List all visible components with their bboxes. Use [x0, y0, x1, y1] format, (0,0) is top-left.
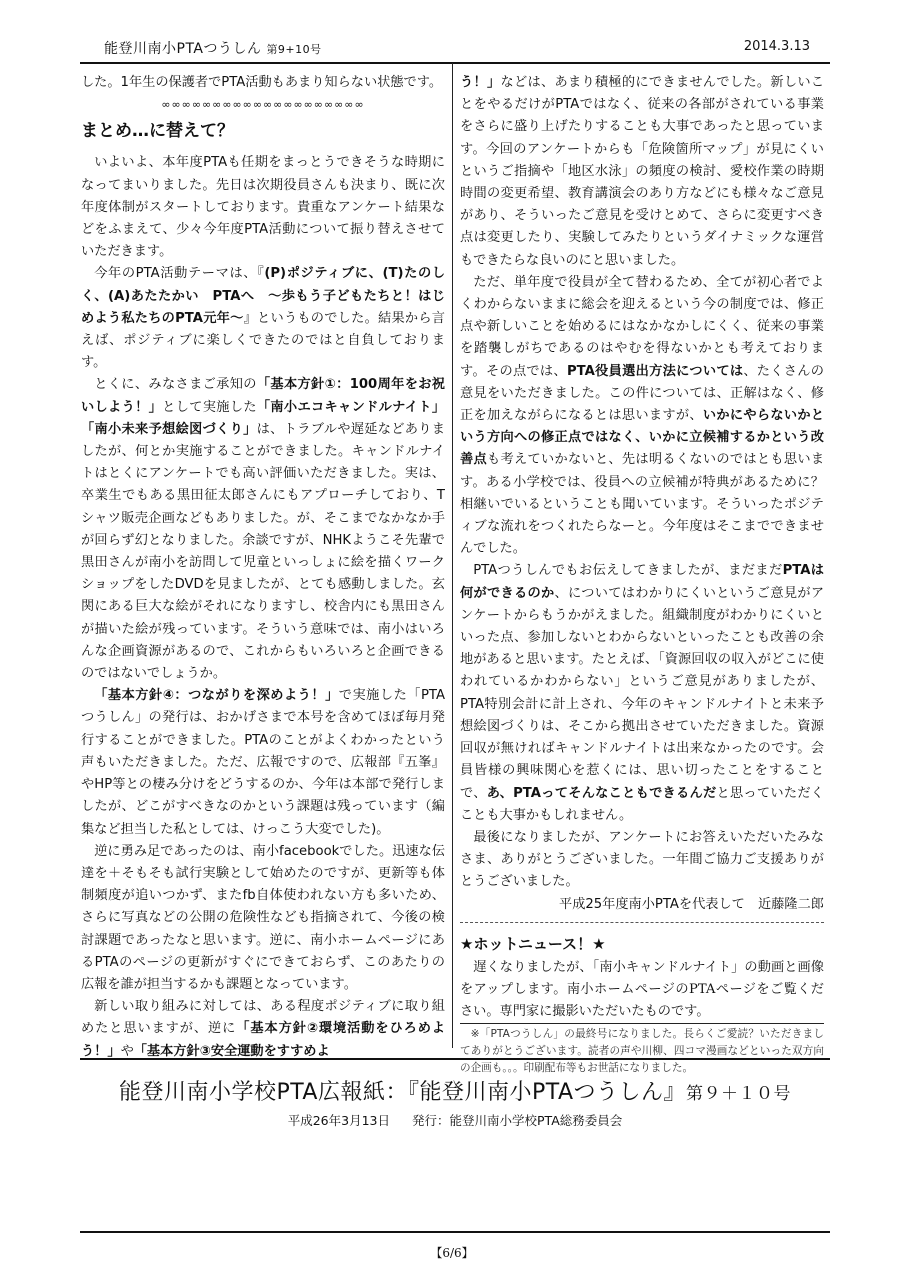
header-rule [80, 62, 830, 64]
policy-1: 「基本方針①：100周年をお祝いしよう！」 [81, 377, 445, 415]
final-issue-note: ※「PTAつうしん」の最終号になりました。長らくご愛読？いただきましてありがとうございます。読者の声や川柳、四コマ漫画などといった双方向の企画も。。。印刷配布等もお世話になりました。 [460, 1023, 824, 1077]
left-paragraph-4: 「基本方針④：つながりを深めよう！」で実施した「PTAつうしん」の発行は、おかげさまで本号を含めてほぼ毎月発行することができました。PTAのことがよくわかったという声もいただきました。ただ、広報ですので、広報部『五峯』やHP等との棲み分けをどうするのか、今年は本部で発行しましたが、どこがすべきなのかという課題は残っています（編集など担当した私としては、けっこう大変でした)。 [81, 688, 445, 837]
right-paragraph-0: う！」などは、あまり積極的にできませんでした。新しいことをやるだけがPTAではなく、従来の各部がされている事業をさらに盛り上げたりすることも大事であったと思っています。今回のアンケートからも「危険箇所マップ」が見にくいというご指摘や「地区水泳」の頻度の検討、愛校作業の時期時間の変更希望、教育講演会のあり方などにも様々なご意見があり、そういったご意見を受けとめて、さらに変更すべき点は変更したり、実験してみたりというダイナミックな運営もできたらな良いのにと思いました。 [460, 75, 825, 268]
footer-title [80, 1075, 830, 1106]
bottom-rule [80, 1231, 830, 1233]
footer-publication-info [80, 1111, 830, 1129]
signature: 平成25年度南小PTAを代表して 近藤隆二郎 [559, 896, 824, 912]
column-divider [452, 63, 453, 1048]
improvement-point: いかにやらないかという方向への修正点ではなく、いかに立候補するかという改善点 [460, 408, 825, 468]
left-paragraph-2: 今年のPTA活動テーマは、『(P)ポジティブに、(T)たのしく、(A)あたたかい PTAへ ～歩もう子どもたちと！はじめよう私たちのPTA元年～』というものでした。結果から言えば、ポジティブに楽しくできたのではと自負しております。 [81, 266, 446, 371]
pta-theme: (P)ポジティブに、(T)たのしく、(A)あたたかい PTAへ ～歩もう子どもたちと！はじめよう私たちのPTA元年～ [81, 266, 446, 326]
left-paragraph-6: 新しい取り組みに対しては、ある程度ポジティブに取り組めたと思いますが、逆に「基本方針②環境活動をひろめよう！」や「基本方針③安全運動をすすめよ [81, 999, 445, 1059]
section-heading: まとめ…に替えて？ [81, 121, 234, 142]
what-pta-can-do: PTAは何ができるのか [460, 563, 824, 601]
policy-4: 「基本方針④：つながりを深めよう！」 [94, 688, 339, 704]
hot-news-body: 遅くなりましたが、「南小キャンドルナイト」の動画と画像をアップします。南小ホームページのPTAページをご覧ください。専門家に撮影いただいたものです。 [460, 959, 824, 1019]
right-paragraph-2: PTAつうしんでもお伝えしてきましたが、まだまだPTAは何ができるのか、についてはわかりにくいというご意見がアンケートからもうかがえました。組織制度がわかりにくいといった点、参加しないとわからないといったことも改善の余地があると思います。たとえば、「資源回収の収入がどこに使われているかわからない」というご意見がありましたが、PTA特別会計に計上され、今年のキャンドルナイトと未来予想絵図づくりは、そこから拠出させていただきました。資源回収が無ければキャンドルナイトは出来なかったのです。会員皆様の興味関心を惹くには、思い切ったことをすることで、あ、PTAってそんなこともできるんだと思っていただくことも大事かもしれません。 [460, 563, 825, 823]
pta-can-do-phrase: あ、PTAってそんなこともできるんだ [486, 785, 717, 801]
header-issue: 第9+10号 [266, 43, 322, 56]
footer-title-text: 能登川南小学校PTA広報紙：『能登川南小PTAつうしん』 [118, 1080, 687, 1105]
officer-selection: PTA役員選出方法については [566, 363, 744, 379]
left-column [81, 72, 445, 1063]
right-column [460, 72, 824, 1077]
dashed-separator [460, 922, 824, 923]
header-title-text: 能登川南小PTAつうしん [104, 41, 262, 57]
right-paragraph-3: 最後になりましたが、アンケートにお答えいただいたみなさま、ありがとうございました。一年間ご協力ご支援ありがとうございました。 [460, 829, 824, 890]
left-paragraph-3: とくに、みなさまご承知の「基本方針①：100周年をお祝いしよう！」として実施した「南小エコキャンドルナイト」「南小未来予想絵図づくり」は、トラブルや遅延などありましたが、何とか実施することができました。キャンドルナイトはとくにアンケートでも高い評価いただきました。実は、卒業生でもある黒田征太郎さんにもアプローチしており、Tシャツ販売企画などもありました。が、そこまでなかなか手が回らず幻となりました。余談ですが、NHKようこそ先輩で黒田さんが南小を訪問して児童といっしょに絵を描くワークショップをしたDVDを見ましたが、とても感動しました。玄関にある巨大な絵がそれになりますし、校舎内にも黒田さんが描いた絵が残っています。そういう意味では、南小はいろんな企画資源があるので、これからもいろいろと企画できるのではないでしょうか。 [81, 377, 446, 682]
hot-news-title: ★ホットニュース！★ [460, 934, 606, 953]
footer-date: 平成26年3月13日 [287, 1113, 390, 1128]
footer-issue: 第９＋１０号 [686, 1084, 792, 1104]
left-paragraph-5: 逆に勇み足であったのは、南小facebookでした。迅速な伝達を＋そもそも試行実験として始めたのですが、更新等も体制頻度が追いつかず、またfb自体使われない方も多いため、さらに写真などの公開の危険性なども指摘されて、今後の検討課題であったなと思います。逆に、南小ホームページにあるPTAのページの更新がすぐにできておらず、このあたりの広報を誰が担当するかも課題となっています。 [81, 843, 445, 992]
header-date: 2014.3.13 [743, 39, 810, 54]
page-number: 【6/6】 [430, 1246, 474, 1260]
wave-divider: ∞∞∞∞∞∞∞∞∞∞∞∞∞∞∞∞∞∞∞∞ [161, 98, 365, 112]
footer-rule [80, 1058, 830, 1060]
left-paragraph-1: いよいよ、本年度PTAも任期をまっとうできそうな時期になってまいりました。先日は次期役員さんも決まり、既に次年度体制がスタートしております。貴重なアンケート結果などをふまえて、少々今年度PTA活動について振り替えさせていただきます。 [81, 155, 445, 260]
left-paragraph-continued: した。1年生の保護者でPTA活動もあまり知らない状態です。 [81, 75, 443, 90]
event-names: 「南小エコキャンドルナイト」「南小未来予想絵図づくり」 [81, 399, 446, 437]
policy-2: 「基本方針②環境活動をひろめよう！」 [81, 1021, 445, 1059]
right-paragraph-1: ただ、単年度で役員が全て替わるため、全てが初心者でよくわからないままに総会を迎えるという今の制度では、修正点や新しいことを始めるにはなかなかしにくく、従来の事業を踏襲しがちであるのはやむを得ないかとも考えております。その点では、PTA役員選出方法については、たくさんの意見をいただきました。この件については、正解はなく、修正を加えながらになるとは思いますが、いかにやらないかという方向への修正点ではなく、いかに立候補するかという改善点も考えていかないと、先は明るくないのではとも思います。ある小学校では、役員への立候補が特典があるために？相継いでいるということも聞いています。そういったポジティブな流れをつくれたらなーと。今年度はそこまでできませんでした。 [460, 274, 825, 557]
footer-publisher: 発行：能登川南小学校PTA総務委員会 [412, 1113, 623, 1128]
policy-3: 「基本方針③安全運動をすすめよ [133, 1043, 330, 1059]
newsletter-header-title [104, 38, 322, 58]
